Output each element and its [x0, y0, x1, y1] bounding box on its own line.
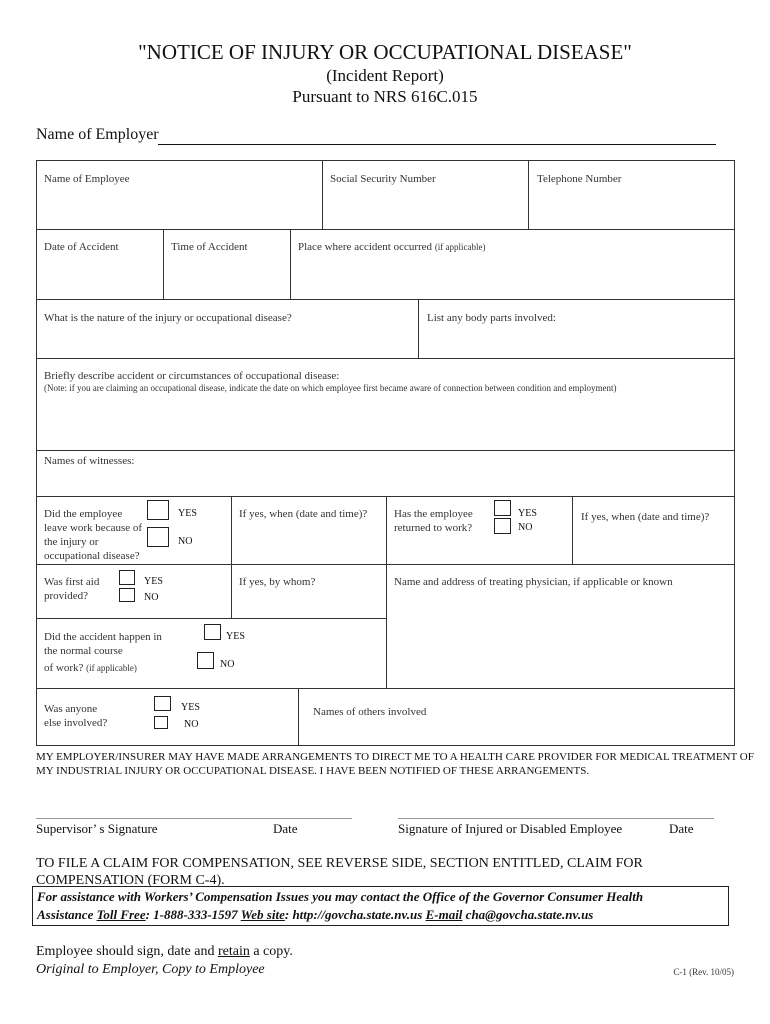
employer-label: Name of Employer — [36, 126, 159, 143]
leave-work-yes-label: YES — [178, 508, 197, 519]
form-subtitle: (Incident Report) — [326, 66, 444, 85]
date-of-accident-label: Date of Accident — [44, 241, 119, 253]
anyone-else-yes-checkbox[interactable] — [154, 696, 171, 711]
first-aid-no-label: NO — [144, 592, 159, 603]
normal-course-no-checkbox[interactable] — [197, 652, 214, 669]
normal-course-yes-label: YES — [226, 631, 245, 642]
form-title: "NOTICE OF INJURY OR OCCUPATIONAL DISEASE" — [138, 40, 632, 64]
statute-reference: Pursuant to NRS 616C.015 — [292, 87, 478, 106]
revision-code: C-1 (Rev. 10/05) — [673, 967, 734, 977]
ssn-label: Social Security Number — [330, 173, 436, 185]
first-aid-no-checkbox[interactable] — [119, 588, 135, 602]
supervisor-signature-line[interactable] — [36, 818, 352, 819]
normal-course-yes-checkbox[interactable] — [204, 624, 221, 640]
employer-field[interactable] — [158, 144, 716, 145]
describe-label: Briefly describe accident or circumstances of occupational disease: — [44, 370, 340, 382]
anyone-else-no-checkbox[interactable] — [154, 716, 168, 729]
returned-yes-label: YES — [518, 508, 537, 519]
first-aid-yes-label: YES — [144, 576, 163, 587]
time-of-accident-label: Time of Accident — [171, 241, 248, 253]
leave-work-no-checkbox[interactable] — [147, 527, 169, 547]
place-of-accident-label: Place where accident occurred (if applicable) — [298, 241, 486, 253]
nature-label: What is the nature of the injury or occupational disease? — [44, 312, 292, 324]
supervisor-signature-label: Supervisor’ s Signature — [36, 821, 158, 836]
physician-label: Name and address of treating physician, if applicable or known — [394, 576, 673, 588]
telephone-label: Telephone Number — [537, 173, 622, 185]
returned-question: Has the employee returned to work? — [394, 508, 473, 534]
leave-work-when-label: If yes, when (date and time)? — [239, 508, 368, 520]
website-url[interactable]: : http://govcha.state.nv.us — [284, 907, 426, 922]
employee-date-label: Date — [669, 821, 694, 836]
normal-course-no-label: NO — [220, 659, 235, 670]
employee-signature-label: Signature of Injured or Disabled Employee — [398, 821, 623, 836]
sign-instruction: Employee should sign, date and retain a copy. — [36, 944, 293, 959]
email-address[interactable]: cha@govcha.state.nv.us — [462, 907, 594, 922]
leave-work-yes-checkbox[interactable] — [147, 500, 169, 520]
returned-when-label: If yes, when (date and time)? — [581, 511, 710, 523]
email-label: E-mail — [425, 907, 463, 922]
toll-free-number: : 1-888-333-1597 — [145, 907, 241, 922]
website-label: Web site — [240, 907, 285, 922]
employee-signature-line[interactable] — [398, 818, 714, 819]
health-care-notice: MY EMPLOYER/INSURER MAY HAVE MADE ARRANGEMENTS TO DIRECT ME TO A HEALTH CARE PROVIDER FOR MEDICAL TREATMENT OF MY INDUSTRIAL INJURY OR OCCUPATIONAL DISEASE. I HAVE BEEN NOTIFIED OF THESE ARRANGEMENTS. — [36, 751, 754, 777]
describe-note: (Note: if you are claiming an occupational disease, indicate the date on which employee first became aware of connection between condition and employment) — [44, 383, 617, 393]
name-of-employee-label: Name of Employee — [44, 173, 130, 185]
leave-work-question: Did the employee leave work because of the injury or occupational disease? — [44, 508, 143, 562]
normal-course-question: Did the accident happen in the normal course — [44, 631, 162, 657]
others-involved-label: Names of others involved — [313, 706, 427, 718]
returned-yes-checkbox[interactable] — [494, 500, 511, 516]
returned-no-label: NO — [518, 522, 533, 533]
normal-course-note: (if applicable) — [86, 663, 137, 673]
first-aid-question: Was first aid provided? — [44, 576, 100, 602]
body-parts-label: List any body parts involved: — [427, 312, 556, 324]
anyone-else-yes-label: YES — [181, 702, 200, 713]
supervisor-date-label: Date — [273, 821, 298, 836]
first-aid-by-whom-label: If yes, by whom? — [239, 576, 316, 588]
assistance-box: For assistance with Workers’ Compensation Issues you may contact the Office of the Governor Consumer Health Assistance Toll Free: 1-888-333-1597 Web site: http://govcha.state.nv.us E-mail cha@govcha.state.nv.us — [32, 886, 729, 926]
leave-work-no-label: NO — [178, 536, 193, 547]
anyone-else-no-label: NO — [184, 719, 199, 730]
returned-no-checkbox[interactable] — [494, 518, 511, 534]
witnesses-label: Names of witnesses: — [44, 455, 135, 467]
toll-free-label: Toll Free — [96, 907, 146, 922]
first-aid-yes-checkbox[interactable] — [119, 570, 135, 585]
normal-course-question-end: of work? (if applicable) — [44, 662, 137, 674]
distribution-note: Original to Employer, Copy to Employee — [36, 962, 265, 977]
anyone-else-question: Was anyone else involved? — [44, 703, 108, 729]
file-claim-instruction: TO FILE A CLAIM FOR COMPENSATION, SEE REVERSE SIDE, SECTION ENTITLED, CLAIM FOR COMPENSATION (FORM C-4). — [36, 856, 643, 888]
place-note: (if applicable) — [434, 242, 486, 252]
